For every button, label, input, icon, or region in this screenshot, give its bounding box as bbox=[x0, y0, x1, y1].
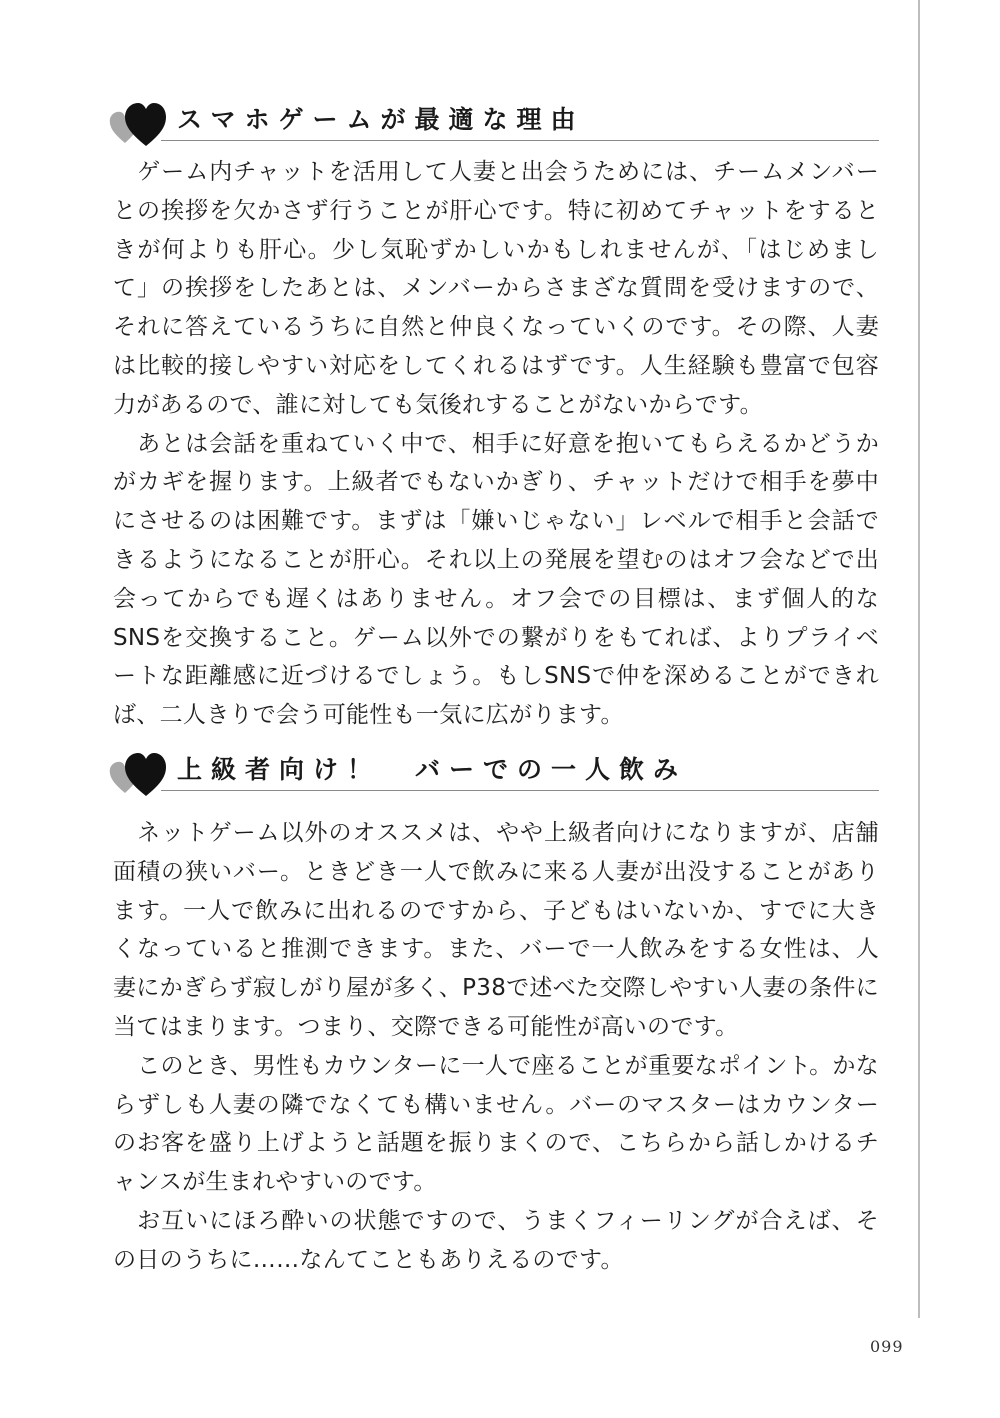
section-heading bbox=[113, 748, 879, 800]
heading-underline bbox=[161, 140, 879, 141]
section-body bbox=[113, 153, 879, 735]
double-heart-icon bbox=[109, 750, 167, 798]
paragraph: お互いにほろ酔いの状態ですので、うまくフィーリングが合えば、その日のうちに……なんてこともありえるのです。 bbox=[113, 1207, 879, 1273]
page-number: 099 bbox=[870, 1337, 904, 1356]
section-body bbox=[113, 814, 879, 1280]
double-heart-icon bbox=[109, 100, 167, 148]
paragraph: このとき、男性もカウンターに一人で座ることが重要なポイント。かならずしも人妻の隣でなくても構いません。バーのマスターはカウンターのお客を盛り上げようと話題を振りまくので、こちらから話しかけるチャンスが生まれやすいのです。 bbox=[113, 1052, 879, 1196]
section-heading-text: スマホゲームが最適な理由 bbox=[177, 105, 585, 134]
page-margin-rule bbox=[918, 0, 920, 1318]
heading-underline bbox=[161, 790, 879, 791]
section-bar-drinking bbox=[113, 748, 879, 1280]
section-heading-text: 上級者向け！ バーでの一人飲み bbox=[177, 755, 688, 784]
paragraph: あとは会話を重ねていく中で、相手に好意を抱いてもらえるかどうかがカギを握ります。上級者でもないかぎり、チャットだけで相手を夢中にさせるのは困難です。まずは「嫌いじゃない」レベルで相手と会話できるようになることが肝心。それ以上の発展を望むのはオフ会などで出会ってからでも遅くはありません。オフ会での目標は、まず個人的なSNSを交換すること。ゲーム以外での繋がりをもてれば、よりプライベートな距離感に近づけるでしょう。もしSNSで仲を深めることができれば、二人きりで会う可能性も一気に広がります。 bbox=[113, 430, 879, 729]
section-smartphone-games bbox=[113, 98, 879, 735]
paragraph: ネットゲーム以外のオススメは、やや上級者向けになりますが、店舗面積の狭いバー。ときどき一人で飲みに来る人妻が出没することがあります。一人で飲みに出れるのですから、子どもはいないか、すでに大きくなっていると推測できます。また、バーで一人飲みをする女性は、人妻にかぎらず寂しがり屋が多く、P38で述べた交際しやすい人妻の条件に当てはまります。つまり、交際できる可能性が高いのです。 bbox=[113, 820, 879, 1040]
section-heading bbox=[113, 98, 879, 150]
paragraph: ゲーム内チャットを活用して人妻と出会うためには、チームメンバーとの挨拶を欠かさず行うことが肝心です。特に初めてチャットをするときが何よりも肝心。少し気恥ずかしいかもしれませんが､「はじめまして」の挨拶をしたあとは、メンバーからさまざな質問を受けますので、それに答えているうちに自然と仲良くなっていくのです。その際、人妻は比較的接しやすい対応をしてくれるはずです。人生経験も豊富で包容力があるので、誰に対しても気後れすることがないからです。 bbox=[113, 159, 879, 418]
